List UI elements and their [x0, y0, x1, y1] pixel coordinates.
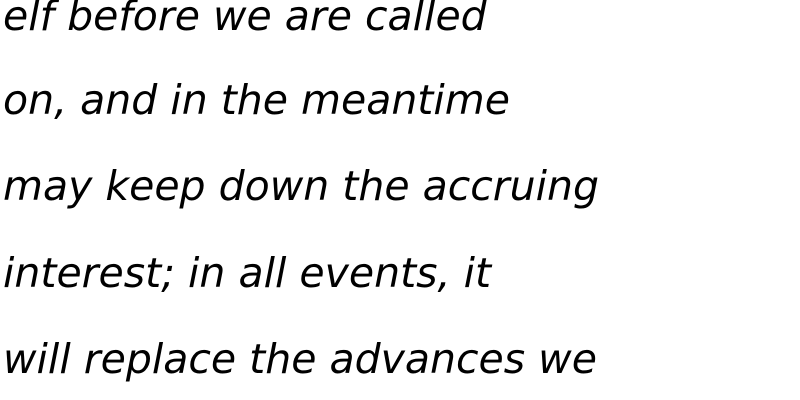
text-line-1: elf before we are called [3, 0, 487, 40]
text-line-2: on, and in the meantime [3, 76, 510, 124]
text-line-5: will replace the advances we [3, 335, 597, 383]
text-line-4: interest; in all events, it [3, 249, 492, 297]
text-line-3: may keep down the accruing [3, 162, 600, 210]
